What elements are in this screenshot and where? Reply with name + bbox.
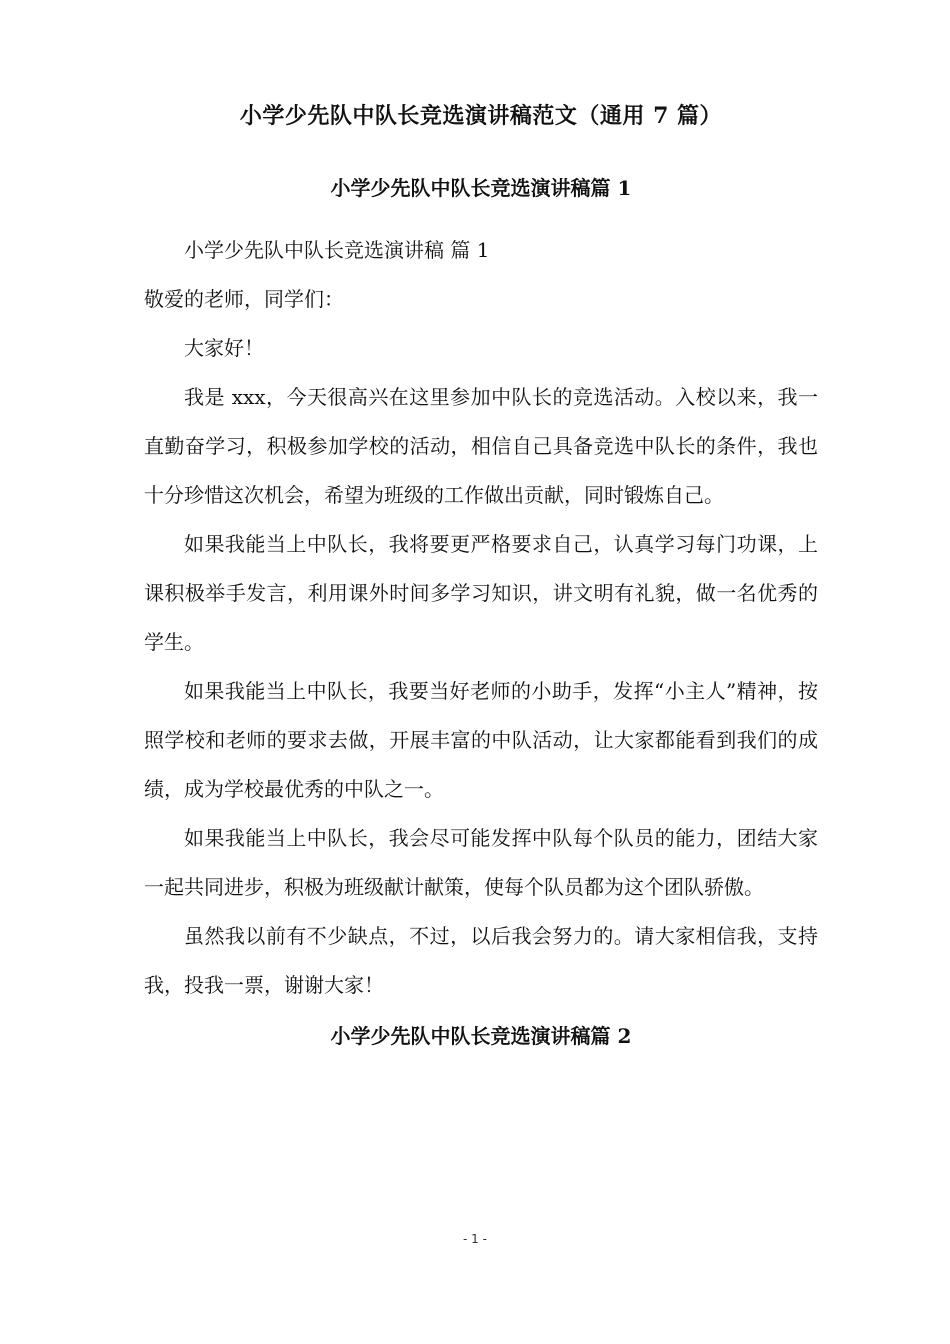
body-paragraph-intro: 我是 xxx，今天很高兴在这里参加中队长的竞选活动。入校以来，我一直勤奋学习，积极参加学校的活动，相信自己具备竞选中队长的条件，我也十分珍惜这次机会，希望为班级的工作做出贡献，同时锻炼自己。 [144,385,818,507]
body-paragraph-study: 如果我能当上中队长，我将要更严格要求自己，认真学习每门功课，上课积极举手发言，利用课外时间多学习知识，讲文明有礼貌，做一名优秀的学生。 [144,532,818,654]
subtitle-line: 小学少先队中队长竞选演讲稿 篇 1 [184,238,490,262]
page-number: - 1 - [463,1232,487,1246]
body-paragraph-team: 如果我能当上中队长，我会尽可能发挥中队每个队员的能力，团结大家一起共同进步，积极为班级献计献策，使每个队员都为这个团队骄傲。 [144,826,818,899]
section-heading-2: 小学少先队中队长竞选演讲稿篇 2 [330,1024,632,1048]
greeting: 大家好！ [184,336,264,360]
body-paragraph-closing: 虽然我以前有不少缺点，不过，以后我会努力的。请大家相信我，支持我，投我一票，谢谢大家！ [144,924,818,997]
section-heading-1: 小学少先队中队长竞选演讲稿篇 1 [330,176,632,200]
document-title: 小学少先队中队长竞选演讲稿范文（通用 7 篇） [239,103,723,129]
body-paragraph-helper: 如果我能当上中队长，我要当好老师的小助手，发挥“小主人”精神，按照学校和老师的要求去做，开展丰富的中队活动，让大家都能看到我们的成绩，成为学校最优秀的中队之一。 [144,679,818,801]
salutation: 敬爱的老师，同学们： [144,287,344,311]
